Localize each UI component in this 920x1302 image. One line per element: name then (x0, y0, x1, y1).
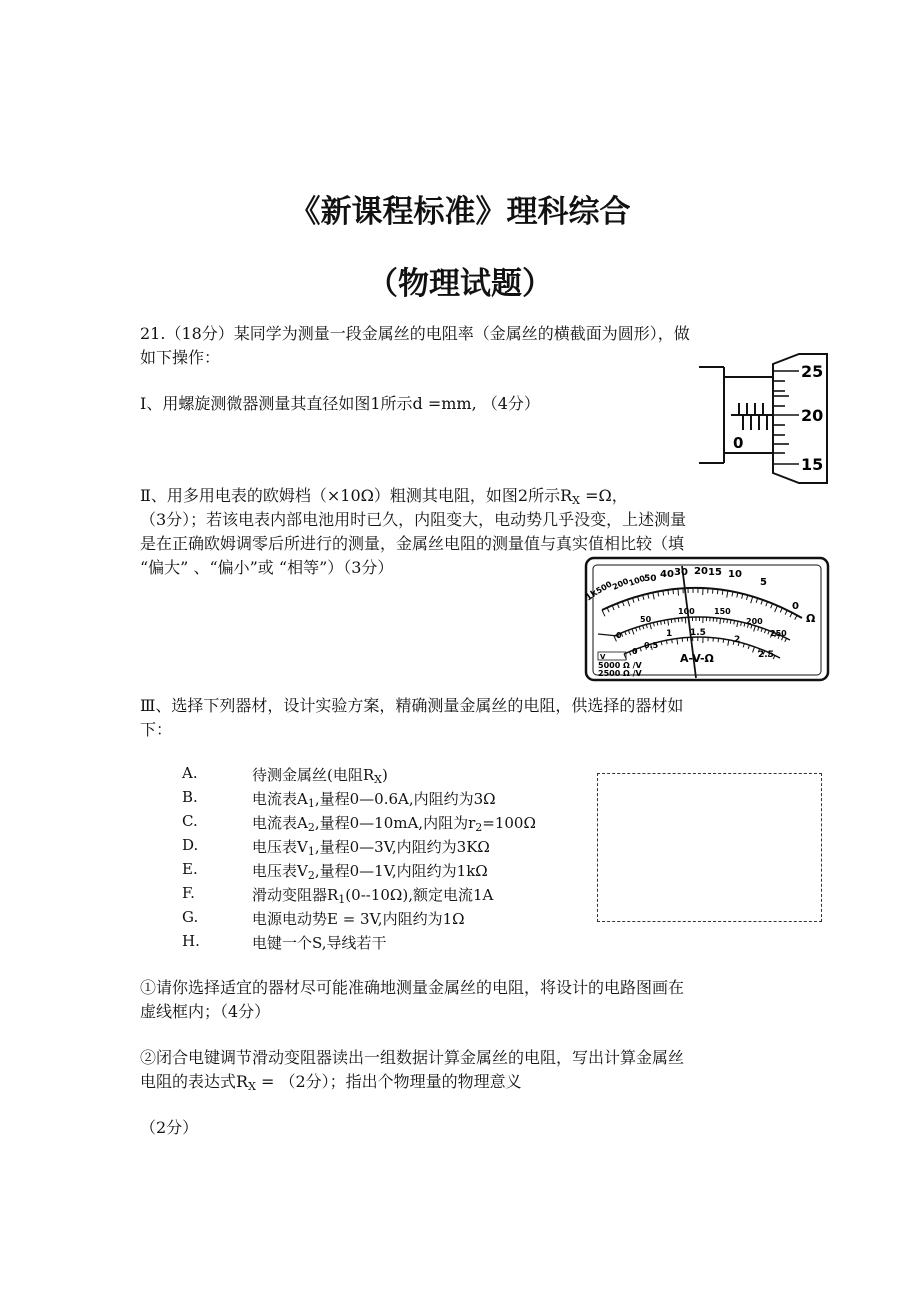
ac-label-2: 2 (734, 635, 741, 645)
micrometer-figure (697, 352, 829, 486)
scale-tick (607, 608, 609, 613)
ac-label-1: 1 (666, 629, 673, 639)
part1-text: Ⅰ、用螺旋测微器测量其直径如图1所示d =mm, （4分） (140, 394, 540, 413)
ac-label-1.5: 1.5 (690, 628, 706, 638)
option-text: 电压表$V_1$,量程0—3V,内阻约为3KΩ (252, 838, 490, 858)
scale-tick (632, 629, 634, 635)
dc-label-50: 50 (640, 615, 652, 624)
scale-tick (678, 589, 679, 596)
scale-tick (717, 589, 718, 594)
ohm-label-50: 50 (644, 574, 657, 584)
part2-line-1: Ⅱ、用多用电表的欧姆档（×10Ω）粗测其电阻，如图2所示$R_X =\Omega$， (140, 486, 628, 507)
scale-tick (795, 615, 797, 619)
scale-tick (650, 623, 652, 629)
micrometer-label-25: 25 (801, 362, 824, 381)
scale-tick (728, 640, 729, 646)
scale-tick (724, 619, 725, 623)
scale-tick (677, 638, 678, 644)
scale-tick (737, 621, 738, 627)
scale-tick (627, 600, 629, 607)
option-letter: E. (182, 860, 198, 878)
scale-tick (639, 626, 640, 630)
scale-tick (751, 597, 753, 604)
scale-tick (672, 639, 673, 643)
scale-tick (761, 628, 762, 632)
scale-tick (673, 589, 674, 594)
scale-tick (785, 638, 787, 642)
option-letter: D. (182, 836, 199, 854)
scale-tick (625, 632, 626, 636)
multimeter-figure (584, 556, 830, 682)
ohm-symbol: Ω (806, 612, 816, 625)
dc-label-150: 150 (714, 607, 731, 616)
ohm-label-10: 10 (728, 569, 742, 580)
option-text: 待测金属丝(电阻$R_X$) (252, 766, 388, 786)
option-text: 滑动变阻器$R_1(0--10\Omega)$,额定电流1A (252, 886, 494, 906)
scale-tick (727, 619, 728, 623)
part2-line-4: “偏大” 、“偏小”或 “相等”）（3分） (140, 558, 394, 577)
option-letter: F. (182, 884, 195, 902)
option-letter: A. (182, 764, 198, 782)
ac-label-0: 0 (632, 647, 638, 656)
q2-line-3: （2分） (140, 1118, 199, 1137)
ohm-label-200: 200 (611, 576, 630, 592)
option-text: 电压表$V_2$,量程0—1V,内阻约为1kΩ (252, 862, 488, 882)
scale-tick (727, 591, 728, 598)
scale-tick (629, 652, 631, 656)
page-subtitle: （物理试题） (367, 266, 553, 302)
scale-tick (643, 625, 644, 629)
scale-tick (602, 610, 605, 616)
part2-line-3: 是在正确欧姆调零后所进行的测量，金属丝电阻的测量值与真实值相比较（填 (140, 534, 685, 553)
q2-line-2: 电阻的表达式$R_X = (2$分）；指出个物理量的物理意义 (140, 1072, 522, 1093)
option-text: 电键一个S,导线若干 (252, 934, 387, 952)
page-title: 《新课程标准》理科综合 (289, 194, 631, 230)
spec-5000: 5000 Ω /V (598, 661, 642, 670)
ohm-label-0: 0 (792, 601, 799, 612)
intro-line-2: 如下操作： (140, 348, 221, 367)
option-text: 电流表$A_1$,量程0—0.6A,内阻约为3Ω (252, 790, 496, 810)
scale-tick (753, 647, 755, 653)
scale-tick (675, 619, 676, 623)
scale-tick (668, 590, 669, 595)
scale-tick (754, 626, 756, 632)
micrometer-label-20: 20 (801, 406, 824, 425)
scale-tick (636, 628, 637, 632)
scale-tick (668, 620, 669, 626)
dc-label-100: 100 (678, 607, 695, 616)
scale-tick (612, 605, 614, 610)
ohm-label-20: 20 (694, 566, 708, 577)
circuit-drawing-box (597, 773, 822, 922)
scale-tick (722, 590, 723, 595)
part3-line-1: Ⅲ、选择下列器材，设计实验方案，精确测量金属丝的电阻，供选择的器材如 (140, 696, 684, 715)
scale-tick (748, 645, 749, 649)
scale-tick (640, 648, 641, 652)
ac-label-0.5: 0.5 (644, 641, 659, 650)
spec-2500: 2500 Ω /V (598, 669, 642, 678)
scale-tick (628, 630, 629, 634)
scale-tick (790, 613, 792, 617)
scale-tick (720, 618, 721, 624)
scale-tick (653, 622, 654, 626)
option-text: 电流表$A_2$,量程0—10mA,内阻为$r_2=100\Omega$ (252, 814, 536, 834)
part2-line-2: （3分）；若该电表内部电池用时已久，内阻变大，电动势几乎没变，上述测量 (140, 510, 687, 529)
ohm-label-1k: 1k (584, 588, 600, 604)
q1-line-1: ①请你选择适宜的器材尽可能准确地测量金属丝的电阻，将设计的电路图画在 (140, 978, 685, 997)
dc-label-200: 200 (746, 617, 763, 626)
scale-tick (775, 606, 778, 612)
scale-tick (638, 596, 639, 601)
scale-tick (764, 629, 765, 633)
scale-tick (758, 627, 759, 631)
ohm-label-5: 5 (760, 577, 767, 588)
scale-tick (646, 624, 647, 628)
ohm-label-40: 40 (660, 569, 674, 580)
scale-tick (730, 620, 731, 624)
option-letter: C. (182, 812, 198, 830)
scale-tick (723, 639, 724, 643)
ohm-label-500: 500 (594, 579, 614, 596)
scale-tick (653, 593, 654, 600)
option-letter: H. (182, 932, 200, 950)
q2-line-1: ②闭合电键调节滑动变阻器读出一组数据计算金属丝的电阻，写出计算金属丝 (140, 1048, 685, 1067)
unit-label: A-V-Ω (680, 652, 714, 665)
dc-label-250: 250 (770, 629, 787, 638)
v-mark: V (600, 653, 606, 661)
scale-tick (743, 643, 744, 647)
option-letter: G. (182, 908, 199, 926)
scale-tick (780, 608, 782, 613)
option-letter: B. (182, 788, 198, 806)
scale-tick (785, 610, 787, 614)
option-text: 电源电动势E = 3V,内阻约为1Ω (252, 910, 465, 928)
intro-line-1: 21.（18分）某同学为测量一段金属丝的电阻率（金属丝的横截面为圆形），做 (140, 324, 690, 343)
ohm-label-15: 15 (708, 567, 722, 578)
scale-tick (671, 619, 672, 623)
ac-label-2.5: 2.5 (758, 650, 774, 660)
micrometer-label-15: 15 (801, 455, 824, 474)
q1-line-2: 虚线框内；（4分） (140, 1002, 271, 1021)
ohm-label-100: 100 (627, 573, 647, 588)
scale-tick (744, 623, 745, 627)
part3-line-2: 下： (140, 720, 173, 739)
micrometer-zero: 0 (733, 434, 744, 452)
ohm-label-30: 30 (674, 567, 688, 578)
dc-label-0: 0 (616, 631, 622, 640)
